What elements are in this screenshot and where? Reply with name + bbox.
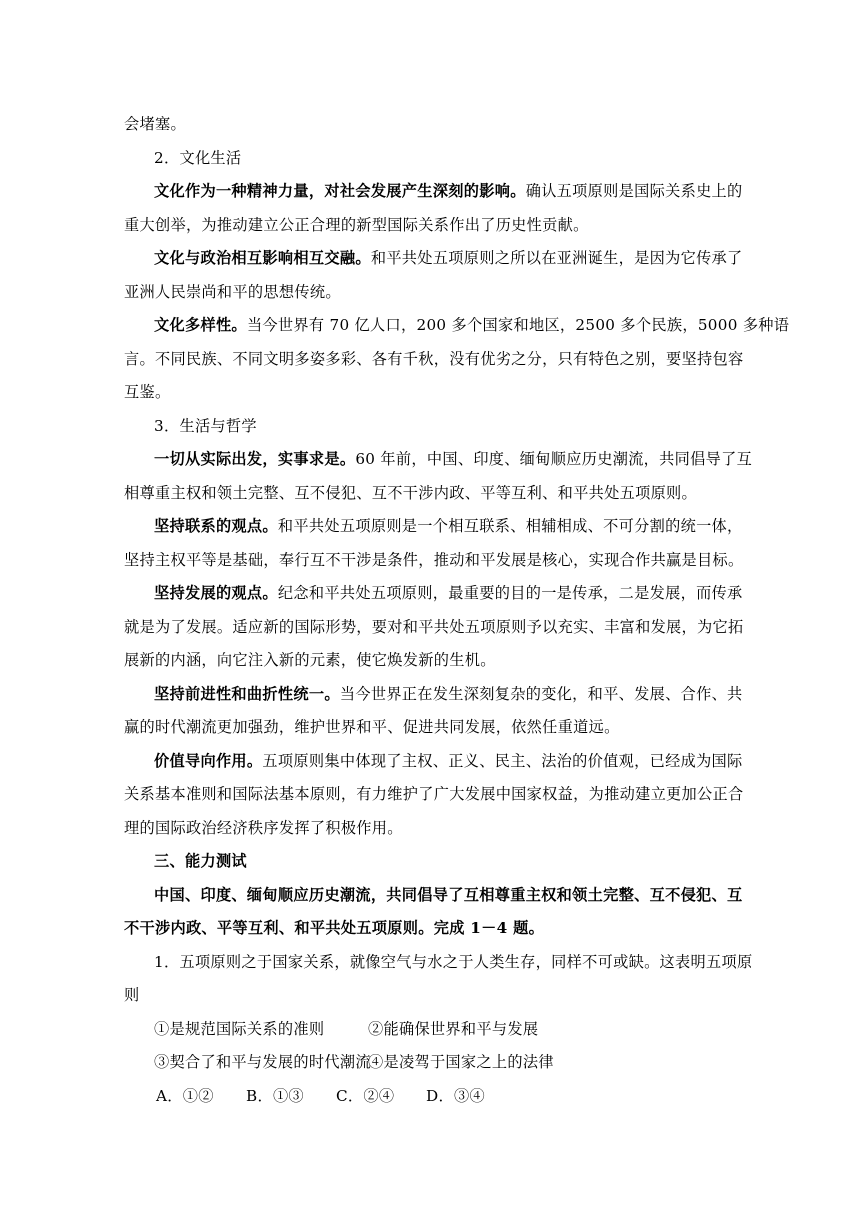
text-line: 价值导向作用。五项原则集中体现了主权、正义、民主、法治的价值观，已经成为国际: [154, 751, 743, 770]
text-line: 言。不同民族、不同文明多姿多彩、各有千秋，没有优劣之分，只有特色之别，要坚持包容: [124, 349, 744, 368]
answer-choices: [124, 1080, 740, 1114]
text-line: 亚洲人民崇尚和平的思想传统。: [124, 282, 341, 301]
text-line: 展新的内涵，向它注入新的元素，使它焕发新的生机。: [124, 651, 496, 669]
text-line: 重大创举，为推动建立公正合理的新型国际关系作出了历史性贡献。: [124, 215, 589, 234]
text-line: 赢的时代潮流更加强劲，维护世界和平、促进共同发展，依然任重道远。: [124, 718, 620, 736]
text-line: 就是为了发展。适应新的国际形势，要对和平共处五项原则予以充实、丰富和发展，为它拓: [124, 617, 744, 636]
text-line: 坚持前进性和曲折性统一。当今世界正在发生深刻复杂的变化，和平、发展、合作、共: [154, 684, 743, 703]
question-intro: 不干涉内政、平等互利、和平共处五项原则。完成 1－4 题。: [124, 919, 545, 937]
text-line: 一切从实际出发，实事求是。60 年前，中国、印度、缅甸顺应历史潮流，共同倡导了互: [154, 450, 753, 468]
section-heading: 三、能力测试: [154, 852, 247, 870]
text-line: 关系基本准则和国际法基本原则，有力维护了广大发展中国家权益，为推动建立更加公正合: [124, 785, 744, 803]
question-stem: 1．五项原则之于国家关系，就像空气与水之于人类生存，同样不可或缺。这表明五项原: [154, 952, 753, 971]
text-line: 坚持主权平等是基础，奉行互不干涉是条件，推动和平发展是核心，实现合作共赢是目标。: [124, 550, 744, 569]
question-intro: 中国、印度、缅甸顺应历史潮流，共同倡导了互相尊重主权和领土完整、互不侵犯、互: [154, 885, 743, 904]
question-stem: 则: [124, 986, 140, 1004]
option-item: ③契合了和平与发展的时代潮流: [154, 1053, 371, 1071]
text-line: 文化与政治相互影响相互交融。和平共处五项原则之所以在亚洲诞生，是因为它传承了: [154, 249, 743, 267]
answer-choice-a: A．①②: [156, 1086, 214, 1105]
option-row: [124, 1046, 740, 1080]
option-item: ④是凌驾于国家之上的法律: [368, 1053, 554, 1071]
section-heading: 2．文化生活: [154, 148, 242, 167]
text-line: 坚持发展的观点。纪念和平共处五项原则，最重要的目的一是传承，二是发展，而传承: [154, 584, 743, 602]
text-line: 理的国际政治经济秩序发挥了积极作用。: [124, 818, 403, 837]
text-line: 会堵塞。: [124, 115, 186, 133]
text-line: 文化作为一种精神力量，对社会发展产生深刻的影响。确认五项原则是国际关系史上的: [154, 182, 743, 200]
option-item: ①是规范国际关系的准则: [154, 1019, 325, 1038]
text-line: 文化多样性。当今世界有 70 亿人口，200 多个国家和地区，2500 多个民族，5000 多种语: [154, 316, 790, 334]
text-line: 相尊重主权和领土完整、互不侵犯、互不干涉内政、平等互利、和平共处五项原则。: [124, 483, 698, 502]
document-page: [124, 108, 790, 1113]
text-line: 坚持联系的观点。和平共处五项原则是一个相互联系、相辅相成、不可分割的统一体，: [154, 517, 743, 535]
option-item: ②能确保世界和平与发展: [368, 1019, 539, 1038]
answer-choice-d: D．③④: [426, 1086, 485, 1105]
answer-choice-b: B．①③: [246, 1086, 304, 1105]
answer-choice-c: C．②④: [336, 1086, 395, 1105]
option-row: [124, 1013, 740, 1047]
text-line: 互鉴。: [124, 383, 171, 401]
section-heading: 3．生活与哲学: [154, 416, 257, 435]
